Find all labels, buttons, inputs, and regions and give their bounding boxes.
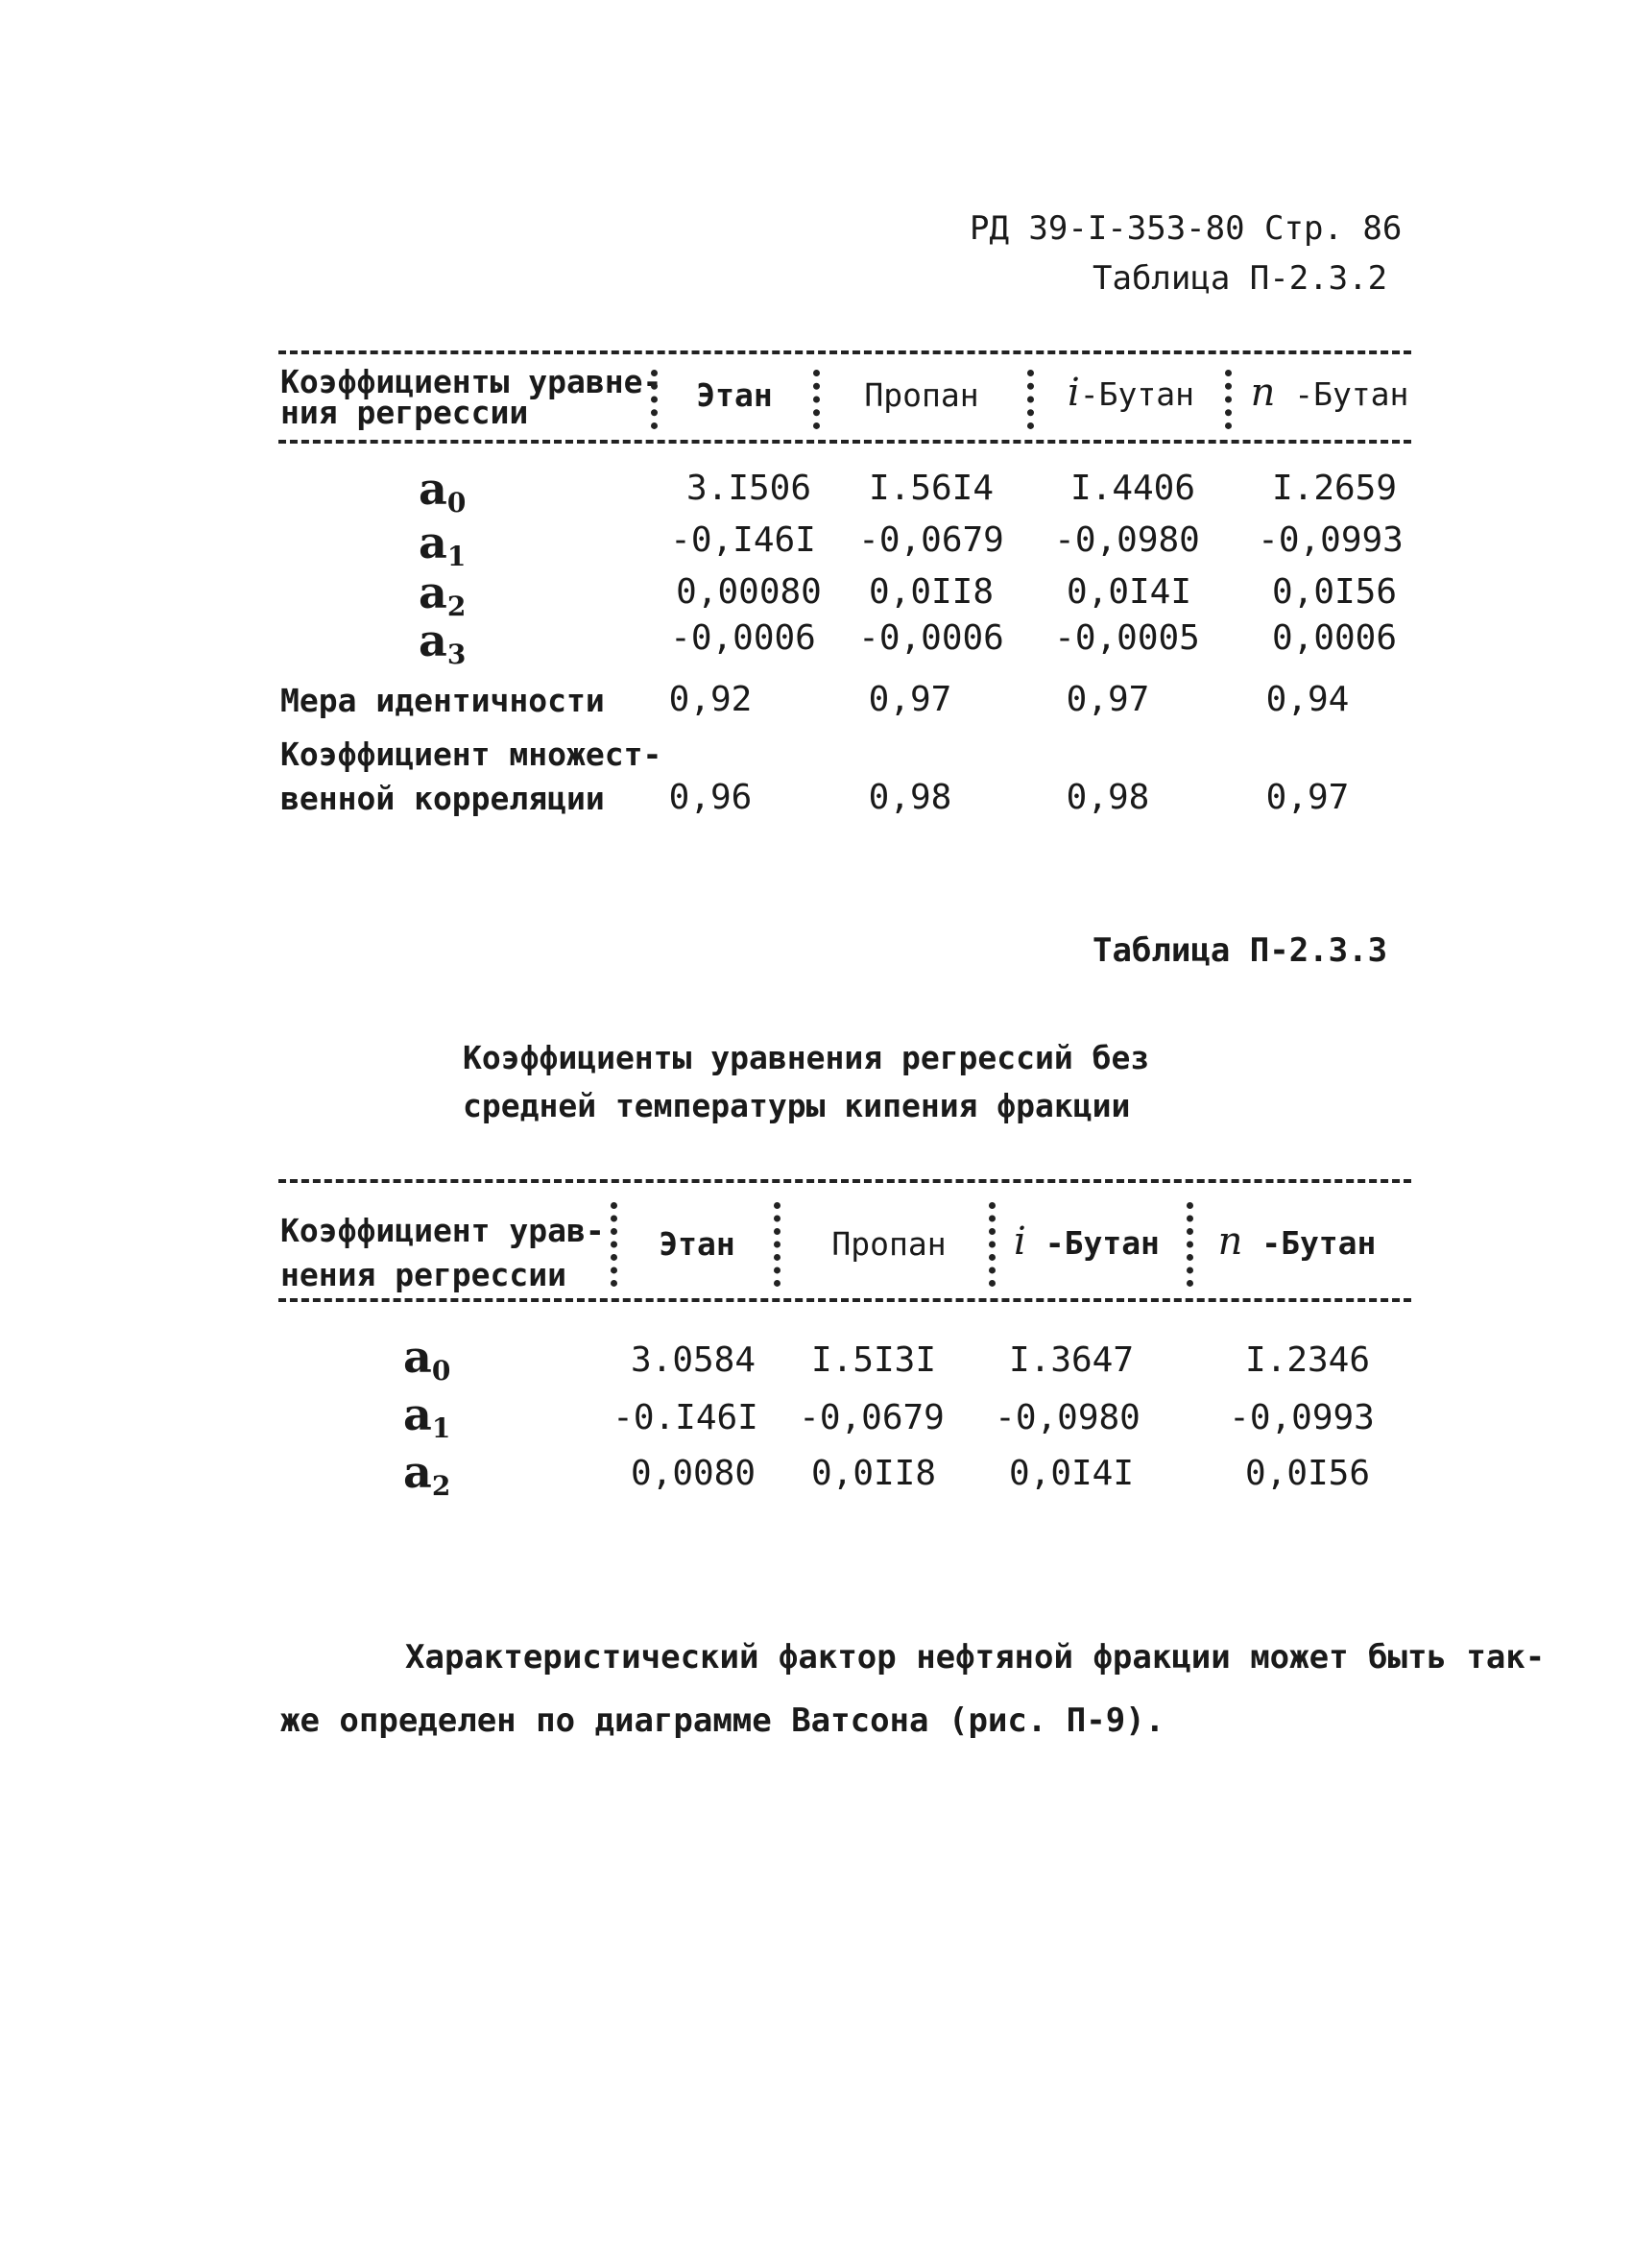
table2-a2-isobutane: 0,0I4I: [1008, 1454, 1135, 1493]
table2-col-separator: [611, 1202, 617, 1287]
table2-col-header-ethane: Этан: [659, 1225, 735, 1263]
table1-a2-nbutane: 0,0I56: [1271, 572, 1398, 612]
table2-col-header-propane: Пропан: [831, 1225, 947, 1263]
table2-caption: Таблица П-2.3.3: [1093, 931, 1388, 970]
table1-a2-ethane: 0,00080: [676, 572, 822, 612]
paragraph-line2: же определен по диаграмме Ватсона (рис. П-9).: [280, 1701, 1165, 1740]
table1-a1-ethane: -0,I46I: [670, 520, 816, 560]
table2-header-label-line2: нения регрессии: [280, 1256, 567, 1293]
col-name: -Бутан: [1294, 375, 1409, 413]
table1-a0-nbutane: I.2659: [1271, 469, 1398, 508]
table2-a0-isobutane: I.3647: [1008, 1340, 1135, 1380]
table1-corr-isobutane: 0,98: [1066, 778, 1150, 817]
table1-coef-a2: $a_2$: [419, 567, 467, 622]
table1-header-rule: [278, 440, 1411, 444]
table1-corr-nbutane: 0,97: [1265, 778, 1350, 817]
table1-caption: Таблица П-2.3.2: [1093, 259, 1388, 298]
table2-header-rule: [278, 1298, 1411, 1302]
table1-a1-isobutane: -0,0980: [1054, 520, 1200, 560]
table2-a1-ethane: -0.I46I: [612, 1398, 758, 1437]
table1-a3-nbutane: 0,0006: [1271, 618, 1398, 658]
table1-corr-propane: 0,98: [868, 778, 952, 817]
table1-col-separator: [651, 370, 658, 429]
table1-header-label: Коэффициенты уравне- ния регрессии: [280, 363, 662, 431]
table2-col-header-isobutane: [1000, 1219, 1173, 1264]
table1-corr-ethane: 0,96: [668, 778, 753, 817]
table1-measure-label: Мера идентичности: [280, 682, 605, 719]
table2-col-separator: [1187, 1202, 1193, 1287]
table1-corr-label-line2: венной корреляции: [280, 780, 605, 817]
col-name: -Бутан: [1045, 1224, 1160, 1262]
table2-col-separator: [774, 1202, 780, 1287]
table2-a0-nbutane: I.2346: [1244, 1340, 1371, 1380]
page-header: РД 39-I-353-80 Стр. 86: [970, 209, 1403, 248]
table2-a0-propane: I.5I3I: [810, 1340, 937, 1380]
iso-prefix: i: [1014, 1219, 1026, 1264]
table1-measure-ethane: 0,92: [668, 680, 753, 719]
table2-title-line1: Коэффициенты уравнения регрессий без: [463, 1039, 1150, 1076]
table2-col-header-nbutane: [1206, 1219, 1388, 1264]
table2-a1-isobutane: -0,0980: [995, 1398, 1141, 1437]
table1-coef-a0: $a_0$: [419, 463, 467, 519]
table2-coef-a2: $a_2$: [403, 1446, 451, 1502]
table2-col-separator: [989, 1202, 996, 1287]
table1-coef-a3: $a_3$: [419, 615, 467, 670]
table2-top-rule: [278, 1179, 1411, 1183]
table1-measure-isobutane: 0,97: [1066, 680, 1150, 719]
table1-a1-propane: -0,0679: [858, 520, 1004, 560]
table1-coef-a1: $a_1$: [419, 517, 467, 572]
table2-title-line2: средней температуры кипения фракции: [463, 1087, 1131, 1124]
table1-a3-propane: -0,0006: [858, 618, 1004, 658]
table1-a3-isobutane: -0,0005: [1054, 618, 1200, 658]
table2-coef-a1: $a_1$: [403, 1388, 451, 1444]
table1-col-header-nbutane: [1243, 371, 1416, 415]
table2-a1-nbutane: -0,0993: [1229, 1398, 1375, 1437]
col-name: -Бутан: [1261, 1224, 1377, 1262]
table2-a2-propane: 0,0II8: [810, 1454, 937, 1493]
table1-col-separator: [813, 370, 820, 429]
table1-col-header-ethane: Этан: [696, 376, 773, 414]
paragraph-line1: Характеристический фактор нефтяной фракции может быть так-: [405, 1638, 1546, 1677]
table1-col-header-propane: Пропан: [864, 376, 979, 414]
n-prefix: n: [1217, 1219, 1243, 1264]
table2-a0-ethane: 3.0584: [630, 1340, 756, 1380]
table2-a2-nbutane: 0,0I56: [1244, 1454, 1371, 1493]
table1-a3-ethane: -0,0006: [670, 618, 816, 658]
table1-a0-propane: I.56I4: [868, 469, 995, 508]
table2-a2-ethane: 0,0080: [630, 1454, 756, 1493]
n-prefix: n: [1250, 371, 1276, 415]
table2-header-label-line1: Коэффициент урав-: [280, 1212, 605, 1249]
table2-coef-a0: $a_0$: [403, 1331, 451, 1387]
table1-top-rule: [278, 350, 1411, 354]
table1-corr-label-line1: Коэффициент множест-: [280, 736, 662, 773]
table1-measure-nbutane: 0,94: [1265, 680, 1350, 719]
table1-a1-nbutane: -0,0993: [1258, 520, 1404, 560]
table1-a2-isobutane: 0,0I4I: [1066, 572, 1192, 612]
table1-col-separator: [1225, 370, 1232, 429]
table1-a0-ethane: 3.I506: [685, 469, 812, 508]
table1-col-header-isobutane: [1045, 371, 1217, 415]
table1-col-separator: [1027, 370, 1034, 429]
table1-measure-propane: 0,97: [868, 680, 952, 719]
col-name: -Бутан: [1079, 375, 1194, 413]
table2-a1-propane: -0,0679: [799, 1398, 945, 1437]
table1-a0-isobutane: I.4406: [1069, 469, 1196, 508]
iso-prefix: i: [1067, 371, 1080, 415]
table1-a2-propane: 0,0II8: [868, 572, 995, 612]
